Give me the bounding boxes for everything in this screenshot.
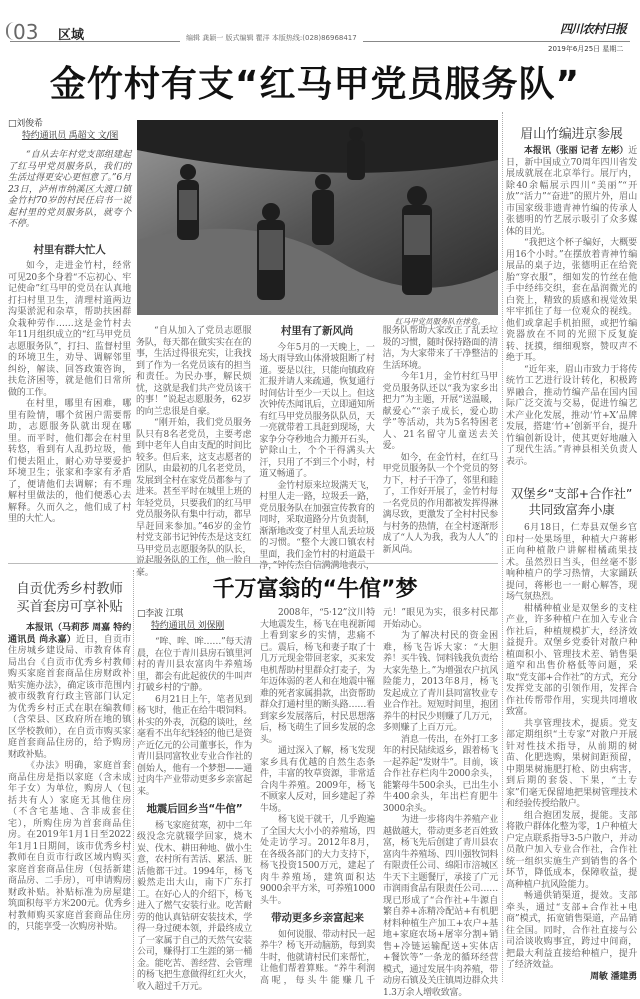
correspondent-byline: 特约通讯员 刘保刚: [151, 621, 225, 631]
paragraph: 6月18日，仁寿县双堡乡官印村一处果场里，种植大户蒋彬正向种植散户讲解柑橘疏果技术。虽然烈日当头，但丝毫不影响种植户的学习热情，大家踊跃提问，蒋彬也一一耐心解答，现场气氛热烈。: [506, 523, 637, 602]
paragraph: 如今，走进金竹村，经常可见20多个身着“不忘初心、牢记使命”红马甲的党员在认真地打扫村里卫生，清理村道两边沟渠淤泥和杂草，帮助扶困群众栽种劳作……这是金竹村去年11月组织成立的“红马甲党员志愿服务队”，打扫、监督村里的环境卫生，劝导、调解邻里纠纷，解读、回答政策咨询，扶危济困等，就是他们日常所做的工作。: [8, 261, 131, 398]
correspondent-byline: 特约通讯员 禹超文 文/图: [22, 131, 119, 141]
author-byline: □刘俊希: [8, 119, 43, 129]
masthead-logo: 四川农村日报: [560, 22, 627, 36]
subheading: 地震后回乡当“牛倌”: [146, 803, 243, 815]
lead-paragraph: “自从去年村党支部组建起了红马甲党员服务队，我们的生活过得更安心更恒意了。”6月23日，泸州市纳溪区大渡口镇金竹村70岁的村民任启书一说起村里的党员服务队，就夸个不停。: [8, 150, 131, 229]
teacher-headline: 买首套房可享补贴: [16, 599, 123, 615]
sidebar-headline: 眉山竹编进京参展: [520, 127, 623, 142]
paragraph: 近日，新中国成立70周年四川省发展成就展在北京举行。展厅内，除40余幅展示四川“美丽”“开放”“活力”“奋进”的照片外，眉山市国家级非遗青神竹编的传承人张德明的竹艺展示吸引了众多媒体的目光。: [506, 146, 637, 237]
paragraph: 组合抱团发展，提能。支部将散户群体化整为零，1户种植大户定点联系指导3-5户散户，并动员散户加入专业合作社，合作社统一组织实施生产到销售的各个环节，降低成本，保障收益，提高种植户抗风险能力。: [506, 810, 637, 890]
sidebar-headline: 共同致富奔小康: [528, 502, 615, 517]
paragraph: 共享管理技术，提质。党支部定期组织“土专家”对散户开展针对性技术指导，从前期的树苗、化肥选购，果树间距预留，中期果树施肥打枪、防虫病害，到后期的套袋、下果，“土专家”们毫无保留地把果树管理技术和经验传授给散户。: [506, 718, 637, 809]
paragraph: 近日，自贡市住房城乡建设局、市教育体育局出台《自贡市优秀乡村教师购买家庭首套商品住房财政补贴实施办法》，确定该市范围内被市级教育行政主管部门认定为优秀乡村正式在职在编教师（含荣县、区政府所在地的镇区学校教师），在自贡市购买家庭首套商品住房的，给予购房财政补贴。: [8, 634, 131, 760]
paragraph: 今年1月，金竹村红马甲党员服务队还以“我为家乡出把力”为主题，开展“送温暖，献爱心”“亲子成长，爱心助学”等活动，共为5名特困老人、21名留守儿童送去关爱。: [382, 372, 498, 451]
news-source: 本报讯（张丽 记者 左彬）: [524, 146, 629, 156]
paragraph: 金竹村原来垃圾满天飞，村里人走一路，垃圾丢一路，党员服务队在加强宣传教育的同时，采取道路分片负责制，渐渐地改变了村里人乱丢垃圾的习惯。“整个大渡口镇农村里面，我们金竹村的村道最干净，”钟传杰自信满满地表示，服务队帮助大家改正了乱丢垃圾的习惯，随时保持路面的清洁，为大家带来了干净整洁的生活环境。: [259, 326, 498, 571]
sidebar-cooperative-article: [506, 486, 637, 983]
photo-caption: 红马甲党员服务队在排危。: [395, 317, 485, 326]
paragraph: “自从加入了党员志愿服务队，每天都在做实实在在的事，生活过得很充实，让我找到了作为一名党员该有的担当和责任。为民办事，解民烦忧，这就是我们共产党员该干的事！”说起志愿服务，62岁的向兰忠很是自豪。: [136, 326, 252, 417]
paragraph: 为进一步将肉牛养殖产业越做越大，带动更多老百姓致富，杨飞先后创建了青川县农富肉牛养殖场、四川强牧饲料有限责任公司、绵阳市涪城区牛天下主题餐厅，承接了广元市润雨食品有限责任公司……现已形成了“合作社+牛源自繁自养+冻精冷配站+有机肥材料种植生产加工+农户+基地+家庭农场+屠宰分割+销售+冷链运输配送+实体店+餐饮等”一条龙的循环经营模式，通过发展牛肉养殖，带动房石镇及关庄镇周边群众共1.3万余人增收致富。: [383, 815, 498, 998]
paragraph: 6月21日上午，笔者见到杨飞时，他正在给牛喂饲料。朴实的外表，沉稳的谈吐，丝毫看不出年纪轻轻的他已是资产近亿元的公司董事长，作为青川县同富牧业专业合作社的创始人，他有一个梦想——通过肉牛产业带动更多乡亲富起来。: [137, 694, 252, 797]
main-article-cols-2-4: [136, 326, 498, 579]
paragraph: 在村里，哪里有困难，哪里有险情，哪个贫困户需要帮助，志愿服务队就出现在哪里。而平时，他们都会在村里转悠，看到有人乱扔垃圾，他们便去阻止，耐心劝导要爱护环境卫生；张家和李家有矛盾了，便请他们去调解；有不理解村里做法的，他们便悉心去解释。久而久之，他们成了村里的大忙人。: [8, 399, 131, 524]
photo-illustration: [137, 120, 498, 315]
sidebar-bamboo-article: [506, 126, 637, 468]
paragraph: 如何说服、带动村民一起养牛？杨飞开动脑筋，每到卖牛时，他就请村民们来帮忙，让他们帮着算账。“养牛利润高呢，每头牛能赚几千元！”眼见为实，很多村民都开始动心。: [260, 608, 498, 986]
paragraph: 柑橘种植业是双堡乡的支柱产业，许多种植户在加入专业合作社后，种植规模扩大，经济效益提升。双堡乡党委针对散户种植面积小、管理技术差、销售渠道窄和出售价格低等问题，采取“党支部+合作社”的方式，充分发挥党支部的引领作用，发挥合作社传帮带作用，实现共同增收致富。: [506, 603, 637, 717]
article-photo: [137, 120, 498, 315]
author-byline: □李波 江琪: [137, 609, 184, 619]
subheading: 村里有了新风尚: [280, 325, 354, 337]
page-number: 03: [13, 20, 39, 44]
column-divider: [133, 570, 134, 982]
section-name: 区域: [58, 28, 85, 43]
cattle-headline: 千万富翁的“牛倌”梦: [212, 577, 418, 602]
paragraph: 为了解决村民的资金困难，杨飞告诉大家：“大胆养！买牛钱、饲料钱我负责给大家先垫上。”为增强农户抗风险能力，2013年8月，杨飞发起成立了青川县同富牧业专业合作社。短短时间里，抱团养牛的村民少则赚了几万元，多则赚了上百万元。: [383, 631, 498, 733]
sidebar: [506, 126, 637, 983]
main-article-col-1: [8, 118, 131, 526]
paragraph: 杨飞家庭贫寒，初中二年级没念完就辍学回家，烧木炭、伐木、耕田种地、做小生意，农村所有苦活、累活、脏活他都干过。1994年，杨飞毅然走出大山，南下广东打工。在好心人的介绍下，杨飞进入了燃气安装行业。吃苦耐劳的他认真钻研安装技术，学得一身过硬本领，并最终成立了一家属于自己的天然气安装公司，赚得打工生涯的第一桶金。能吃苦、善经营、会管理的杨飞把生意做得红红火火，收入超过千万元。: [137, 820, 252, 992]
subheading: 带动更多乡亲富起来: [271, 912, 364, 924]
subheading: 村里有群大忙人: [33, 243, 106, 256]
paragraph: “近年来，眉山市致力于将传统竹工艺进行设计转化，积极跨界融合，推动竹编产品在国内国际广泛交流与交易，促进竹编艺术产业化发展，推动‘竹+X’品牌发展，搭建‘竹+’创新平台，提升竹编创新设计，使其更好地融入了现代生活。”青神县相关负责人表示。: [506, 364, 637, 467]
sidebar-headline: 双堡乡“支部+合作社”: [510, 486, 633, 501]
paragraph: “哞、哞、哞……”每天清晨，在位于青川县房石镇里河村的青川县农富肉牛养殖场里，都会有此起彼伏的牛叫声打破乡村的宁静。: [137, 637, 252, 693]
paragraph: 如今，在金竹村，在红马甲党员服务队一个个党员的努力下，村子干净了，邻里和睦了，工作好开展了，金竹村每一名党员的作用都被发挥得淋漓尽致，更激发了全村村民参与村务的热情，在全村逐渐形成了“人人为我，我为人人”的新风尚。: [382, 452, 498, 555]
news-source: 本报讯（马莉莎 周嘉 特约通讯员 尚永嘉）: [8, 623, 131, 645]
page-header: [0, 0, 640, 53]
issue-date: 2019年6月25日 星期二: [548, 45, 624, 53]
teacher-headline: 自贡优秀乡村教师: [16, 581, 123, 597]
paragraph: 消息一传出，在外打工多年的村民陆续返乡，跟着杨飞一起养起“发财牛”。目前，该合作社存栏肉牛2000余头，能繁母牛500余头，已出生小牛400余头，年出栏育肥牛3000余头。: [383, 734, 498, 814]
main-headline: 金竹村有支“红马甲党员服务队”: [49, 64, 581, 105]
paragraph: “刚开始，我们党员服务队只有8名老党员，主要考虑到中老年人自由支配的时间比较多。但后来，这支志愿者的团队，由最初的几名老党员，发展到全村在家党员都参与了进来。甚至平时在城里上班的年轻党员，只要我们的红马甲党员服务队有集中行动，都早早赶回来参加。”46岁的金竹村党支部书记钟传杰是这支红马甲党员志愿服务队的队长，说起服务队的工作，他一脸自豪。: [136, 418, 252, 578]
cattle-article-body: [137, 608, 498, 999]
teacher-article: [8, 580, 131, 934]
paragraph: “我把这个杯子编好，大概要用16个小时。”在摆放着青神竹编展品的桌子边，张德明正在给瓷胎“穿衣服”，细如发的竹丝在他手中经纬交织，套在晶润微光的白瓷上，精致的质感和视觉效果牢牢抓住了每一位观众的视线。他们或拿起手机拍照，或把竹编瓷器放在不同的光照下反复旋转、抚摸，细细观察，赞叹声不绝于耳。: [506, 238, 637, 363]
paragraph: 杨飞说干就干，几乎跑遍了全国大大小小的养殖场，四处走访学习。2012年8月，在各级各部门的大力支持下，杨飞投资1500万元，建起了肉牛养殖场，建筑面积达9000余平方米，可养殖1000头牛。: [260, 815, 375, 906]
paragraph: 今年5月的一天晚上，一场大雨导致山体滑坡阻断了村道。要是以往，只能向镇政府汇报并请人来疏通，恢复通行时间估计至少一天以上。但这次钟传杰闻讯后，立即通知所有红马甲党员服务队队员，天一亮就带着工具赶到现场，大家争分夺秒地合力搬开石头，铲除山土，个个干得满头大汗，只用了不到三个小时，村道又畅通了。: [259, 342, 375, 479]
paragraph: 畅通供销渠道，提效。支部牵头，通过“支部+合作社+电商”模式，拓宽销售渠道，产品销往全国。同时，合作社直接与公司洽谈收购事宜，跨过中间商，把最大利益直接给种植户，提升了经济效益。: [506, 891, 637, 970]
sidebar-divider: [502, 112, 503, 982]
paragraph: 2008年，“5·12”汶川特大地震发生，杨飞在电视新闻上看到家乡的实情，悲痛不已。震后，杨飞和妻子取了十几万元现金带回老家，买来发电机帮助村里群众打麦子，为年迈体弱的老人和在地震中罹难的死者家属捐款，出资帮助群众打通村里的断头路……看到家乡发展落后，村民思想落后，杨飞萌生了回乡发展的念头。: [260, 608, 375, 745]
article-author: 周敏 潘建勇: [590, 971, 637, 982]
editor-line: 编辑 龚颖一 版式编辑 瞿洋 本版热线:(028)86968417: [180, 33, 363, 43]
paragraph: 通过深入了解，杨飞发现家乡具有优越的自然生态条件，丰富的牧草资源，非常适合肉牛养殖。2009年，杨飞不顾家人反对，回乡建起了养牛场。: [260, 746, 375, 814]
section-divider: [8, 563, 498, 564]
paragraph: 《办法》明确，家庭首套商品住房是指以家庭（含未成年子女）为单位，购房人（包括共有人）家庭无其他住房（不含宅基地、含非成套住宅），所购住房为首套商品住房。在2019年1月1日至2022年1月1日期间，该市优秀乡村教师在自贡市行政区域内购买家庭首套商品住房（包括新建商品房、二手房），可申请购房财政补贴。补贴标准为房屋建筑面积每平方米200元。优秀乡村教师购买家庭首套商品住房的，只能享受一次购房补贴。: [8, 761, 131, 932]
